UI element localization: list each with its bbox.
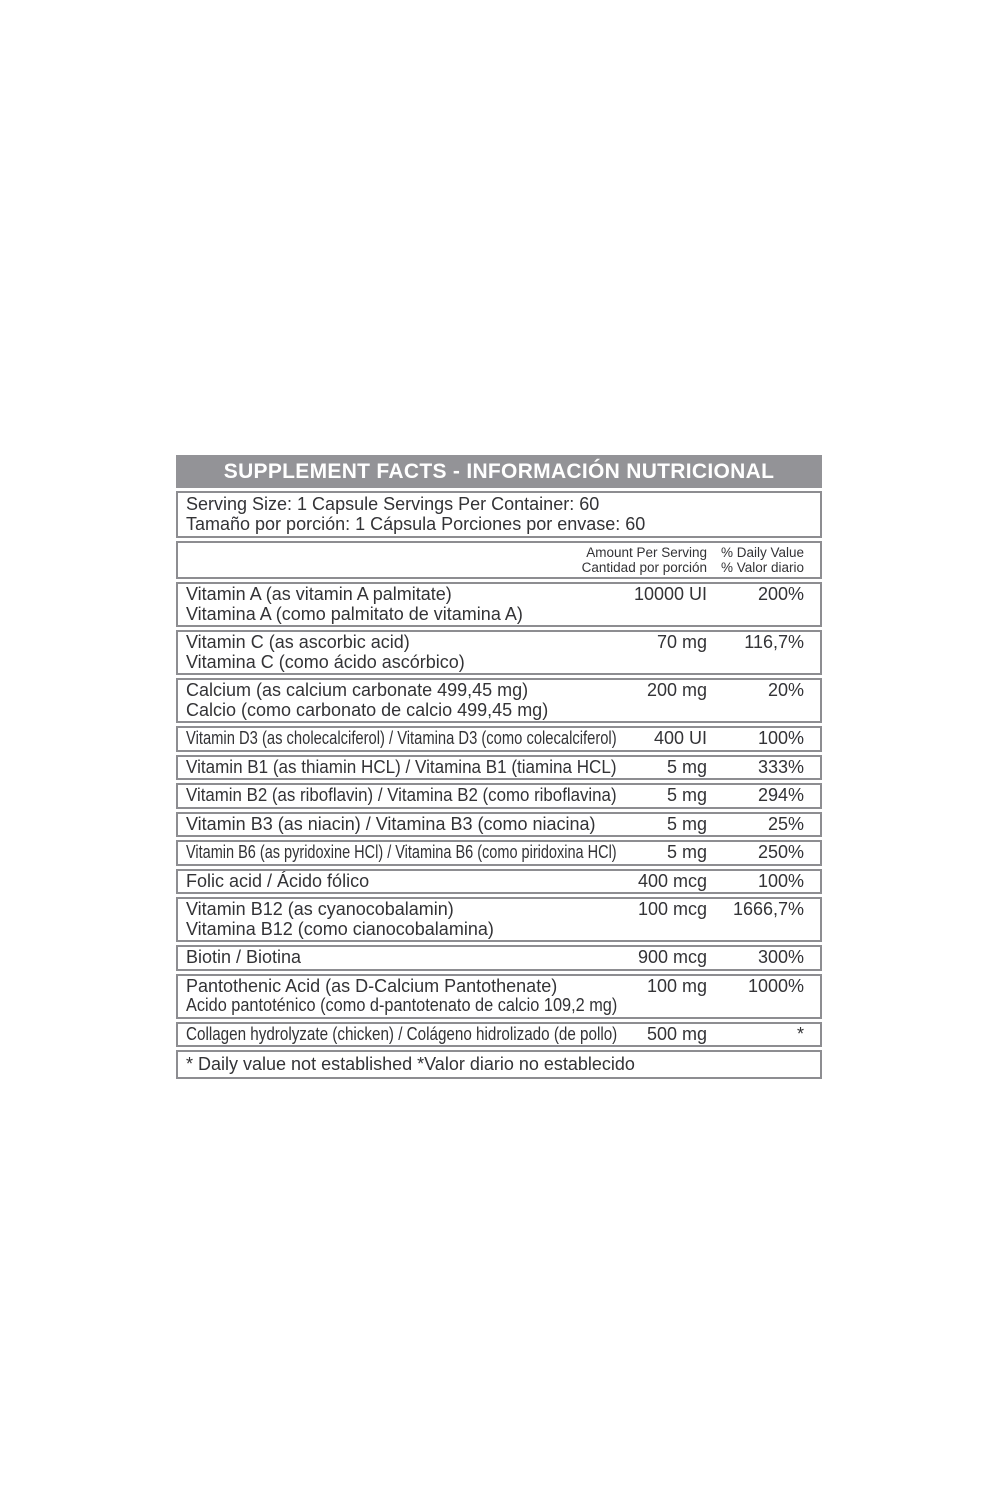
row-daily-value: 116,7% [744, 632, 804, 652]
row-amount: 900 mcg [637, 947, 707, 967]
ingredient-name-line: Vitamina A (como palmitato de vitamina A) [186, 603, 523, 624]
row-amount: 100 mg [646, 975, 707, 996]
table-body [176, 582, 822, 1047]
row-daily-value: 294% [757, 785, 804, 805]
row-amount: 200 mg [646, 680, 707, 700]
daily-value-header-es: % Valor diario [720, 560, 804, 575]
row-amount: 5 mg [666, 842, 707, 862]
row-daily-value: 333% [757, 756, 804, 777]
table-row [176, 840, 822, 866]
row-name [186, 900, 617, 939]
row-name [186, 815, 617, 835]
row-daily-value: * [796, 1023, 804, 1044]
row-amount: 10000 UI [633, 584, 707, 604]
table-row [176, 755, 822, 781]
column-headers-box [176, 541, 822, 579]
row-name [186, 948, 617, 968]
ingredient-name-line: Vitamin B3 (as niacin) / Vitamina B3 (como niacina) [186, 813, 596, 834]
table-row [176, 974, 822, 1019]
serving-size-line-en: Serving Size: 1 Capsule Servings Per Container: 60 [186, 494, 600, 514]
ingredient-name-line: Vitamina B12 (como cianocobalamina) [186, 918, 494, 939]
row-name [186, 1025, 617, 1045]
row-daily-value: 1000% [747, 975, 804, 996]
row-amount: 5 mg [666, 756, 707, 777]
row-amount: 100 mcg [637, 899, 707, 919]
row-name [186, 977, 617, 1016]
row-name [186, 633, 617, 672]
row-name [186, 729, 617, 749]
row-name [186, 843, 617, 863]
row-amount: 500 mg [646, 1023, 707, 1044]
ingredient-name-line: Pantothenic Acid (as D-Calcium Pantothenate) [186, 975, 558, 996]
row-daily-value: 200% [757, 584, 804, 604]
serving-size-line-es: Tamaño por porción: 1 Cápsula Porciones por envase: 60 [186, 513, 646, 534]
row-daily-value: 100% [757, 870, 804, 891]
serving-info-box [176, 491, 822, 538]
amount-header-es: Cantidad por porción [581, 560, 707, 575]
label-title: SUPPLEMENT FACTS - INFORMACIÓN NUTRICIONAL [176, 455, 822, 488]
ingredient-name-line: Vitamin B2 (as riboflavin) / Vitamina B2 (como riboflavina) [186, 785, 617, 805]
row-daily-value: 100% [757, 728, 804, 748]
footnote: * Daily value not established *Valor diario no establecido [176, 1050, 822, 1079]
ingredient-name-line: Vitamin C (as ascorbic acid) [186, 632, 410, 652]
ingredient-name-line: Calcium (as calcium carbonate 499,45 mg) [186, 680, 529, 700]
amount-column-header [582, 545, 707, 575]
row-name [186, 786, 617, 806]
ingredient-name-line: Vitamin D3 (as cholecalciferol) / Vitamina D3 (como colecalciferol) [186, 728, 617, 748]
row-daily-value: 25% [767, 813, 804, 834]
table-row [176, 897, 822, 942]
daily-value-column-header [707, 545, 804, 575]
row-name [186, 758, 617, 778]
amount-header-en: Amount Per Serving [586, 545, 707, 560]
row-amount: 5 mg [666, 813, 707, 834]
table-row [176, 783, 822, 809]
row-daily-value: 1666,7% [732, 899, 804, 919]
row-name [186, 872, 617, 892]
table-row [176, 869, 822, 895]
ingredient-name-line: Vitamin B12 (as cyanocobalamin) [186, 899, 454, 919]
row-name [186, 681, 617, 720]
row-amount: 70 mg [656, 632, 707, 652]
ingredient-name-line: Collagen hydrolyzate (chicken) / Colágeno hidrolizado (de pollo) [186, 1023, 618, 1044]
table-row [176, 582, 822, 627]
table-row [176, 630, 822, 675]
daily-value-header-en: % Daily Value [720, 545, 804, 560]
row-daily-value: 20% [767, 680, 804, 700]
table-row [176, 812, 822, 838]
row-amount: 5 mg [666, 785, 707, 805]
ingredient-name-line: Calcio (como carbonato de calcio 499,45 mg) [186, 699, 549, 720]
table-row [176, 726, 822, 752]
ingredient-name-line: Vitamina C (como ácido ascórbico) [186, 651, 465, 672]
ingredient-name-line: Biotin / Biotina [186, 947, 302, 967]
ingredient-name-line: Vitamin B1 (as thiamin HCL) / Vitamina B1 (tiamina HCL) [186, 756, 617, 777]
supplement-facts-label [176, 455, 822, 1079]
row-name [186, 585, 617, 624]
table-row [176, 1022, 822, 1048]
ingredient-name-line: Vitamin A (as vitamin A palmitate) [186, 584, 452, 604]
row-amount: 400 UI [653, 728, 707, 748]
ingredient-name-line: Acido pantoténico (como d-pantotenato de calcio 109,2 mg) [186, 995, 618, 1015]
table-row [176, 678, 822, 723]
table-row [176, 945, 822, 971]
ingredient-name-line: Vitamin B6 (as pyridoxine HCl) / Vitamina B6 (como piridoxina HCl) [186, 842, 617, 862]
ingredient-name-line: Folic acid / Ácido fólico [186, 870, 370, 891]
row-daily-value: 300% [757, 947, 804, 967]
row-amount: 400 mcg [637, 870, 707, 891]
row-daily-value: 250% [757, 842, 804, 862]
